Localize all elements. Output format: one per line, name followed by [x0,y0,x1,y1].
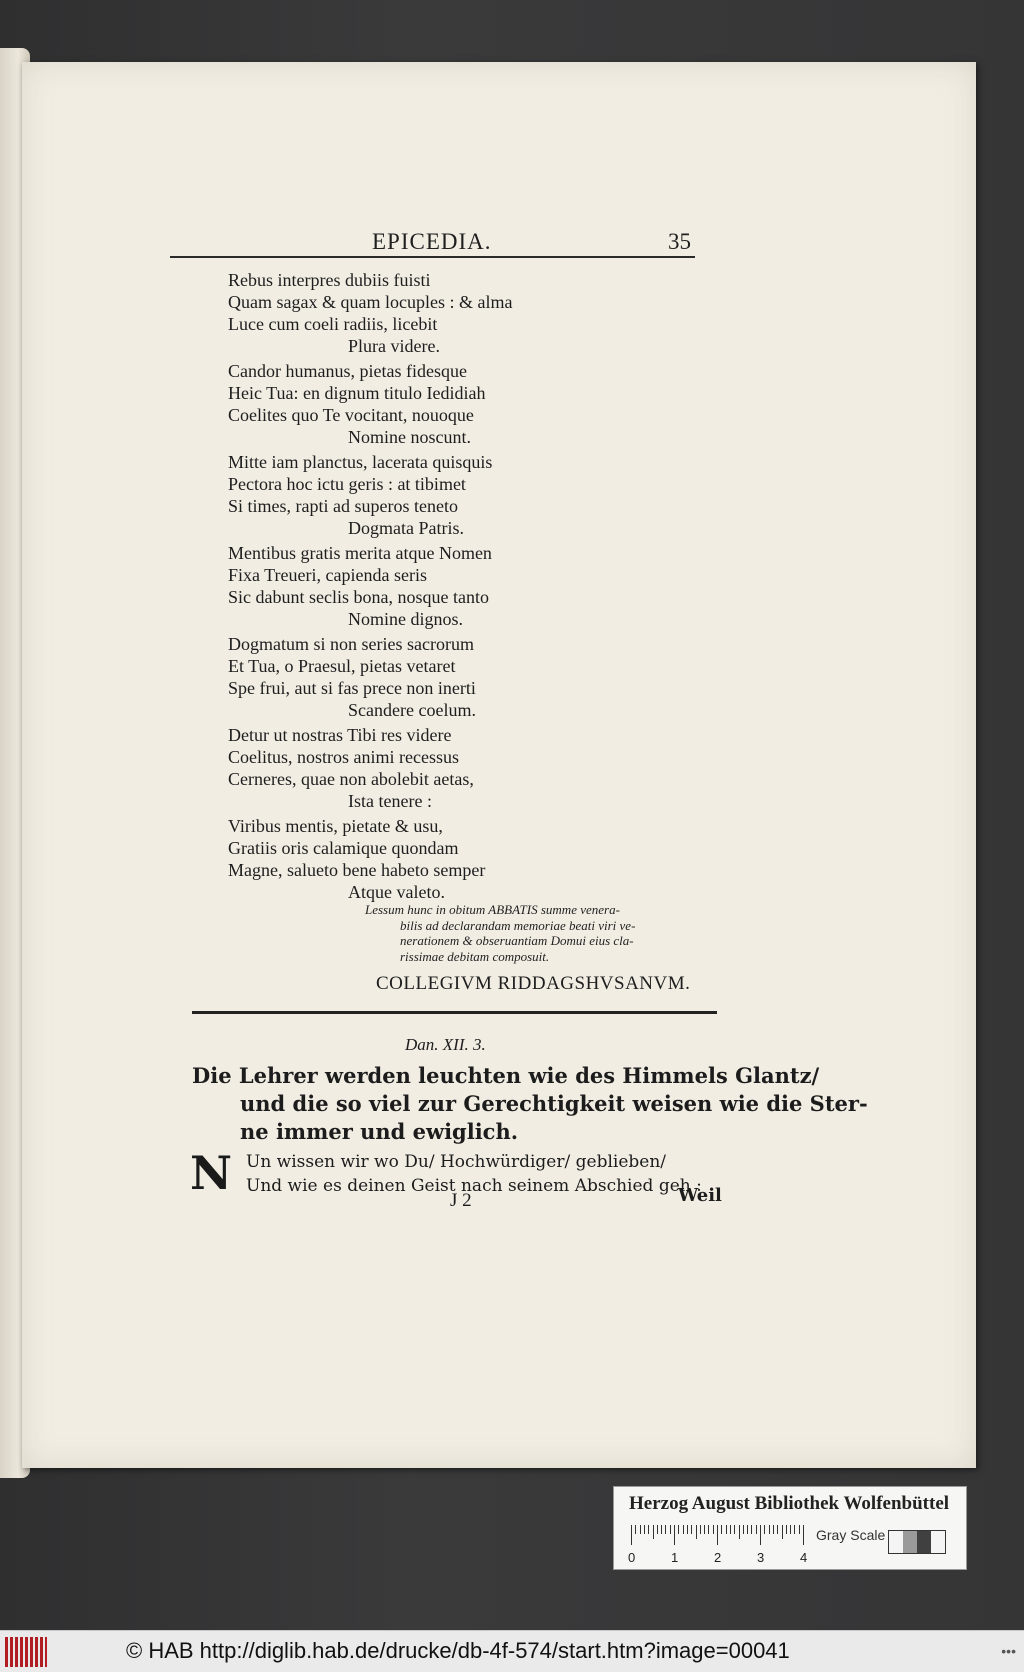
catchword: Weil [678,1185,722,1206]
ruler-tick [661,1525,662,1534]
ruler-tick [803,1525,804,1545]
running-title: EPICEDIA. [372,229,492,254]
ruler-number: 1 [671,1550,679,1565]
page-number: 35 [668,229,691,254]
ruler-tick [704,1525,705,1534]
verse-line-adonic: Ista tenere : [348,791,432,811]
ruler-tick [635,1525,636,1534]
ruler-tick [648,1525,649,1534]
verse-line-adonic: Scandere coelum. [348,700,476,720]
ruler-tick [734,1525,735,1534]
ruler-tick [631,1525,632,1545]
ruler-tick [739,1525,740,1539]
verse-line-adonic: Plura videre. [348,336,440,356]
viewer-footer [0,1630,1024,1672]
ruler-tick [665,1525,666,1534]
footer-url[interactable]: © HAB http://diglib.hab.de/drucke/db-4f-574/start.htm?image=00041 [126,1638,790,1663]
attribution-line: nerationem & obseruantiam Domui eius cla- [400,933,634,948]
verse-line: Quam sagax & quam locuples : & alma [228,292,513,312]
stanza-4 [228,542,492,630]
ruler-tick [730,1525,731,1534]
verse-line: Dogmatum si non series sacrorum [228,634,474,654]
verse-line-adonic: Atque valeto. [348,882,445,902]
verse-line: Coelites quo Te vocitant, nouoque [228,405,474,425]
gray-scale-label: Gray Scale [816,1527,886,1543]
german-poem-line: Und wie es deinen Geist nach seinem Abschied geh : [246,1176,702,1196]
verse-line: Pectora hoc ictu geris : at tibimet [228,474,466,494]
swatch [931,1531,945,1553]
collegium-signature: COLLEGIVM RIDDAGSHVSANVM. [376,973,691,994]
ruler-tick [751,1525,752,1534]
verse-line: Luce cum coeli radiis, licebit [228,314,438,334]
ruler-tick [786,1525,787,1534]
ruler-tick [743,1525,744,1534]
more-icon[interactable]: ••• [1001,1643,1016,1659]
verse-line: Et Tua, o Praesul, pietas vetaret [228,656,456,676]
ruler-number: 0 [628,1550,636,1565]
verse-line: Spe frui, aut si fas prece non inerti [228,678,476,698]
ruler-tick [696,1525,697,1539]
verse-line-adonic: Nomine noscunt. [348,427,471,447]
ruler-tick [756,1525,757,1534]
ruler-tick [640,1525,641,1534]
verse-line: Magne, salueto bene habeto semper [228,860,486,880]
header-rule [170,256,695,258]
ruler-tick [687,1525,688,1534]
ruler-tick [700,1525,701,1534]
ruler-tick [657,1525,658,1534]
ruler-tick [713,1525,714,1534]
stanza-1 [228,269,512,357]
verse-line: Heic Tua: en dignum titulo Iedidiah [228,383,486,403]
ruler-tick [670,1525,671,1534]
verse-line: Mentibus gratis merita atque Nomen [228,543,492,563]
stanza-7 [228,815,485,903]
verse-line: Fixa Treueri, capienda seris [228,565,427,585]
german-verse-line: und die so viel zur Gerechtigkeit weisen wie die Ster- [240,1091,868,1116]
stanza-6 [228,724,474,812]
stanza-5 [228,633,476,721]
ruler-tick [726,1525,727,1534]
ruler-tick [794,1525,795,1534]
ruler-tick [691,1525,692,1534]
scale-ruler [628,1525,809,1565]
verse-line: Gratiis oris calamique quondam [228,838,459,858]
gray-scale-swatches [888,1530,946,1554]
swatch [903,1531,917,1553]
hab-logo-icon [5,1637,47,1667]
ruler-number: 4 [800,1550,808,1565]
german-verse [192,1062,868,1146]
ruler-tick [760,1525,761,1545]
ruler-tick [777,1525,778,1534]
verse-line: Sic dabunt seclis bona, nosque tanto [228,587,489,607]
german-verse-line: Die Lehrer werden leuchten wie des Himmels Glantz/ [192,1063,820,1088]
ruler-number: 3 [757,1550,765,1565]
ruler-tick [782,1525,783,1539]
ruler-tick [678,1525,679,1534]
verse-line: Detur ut nostras Tibi res videre [228,725,452,745]
stanza-2 [228,360,485,448]
library-label: Herzog August Bibliothek Wolfenbüttel [629,1493,950,1514]
attribution-line: rissimae debitam composuit. [400,948,550,964]
ruler-tick [799,1525,800,1534]
ruler-tick [717,1525,718,1545]
ruler-tick [674,1525,675,1545]
ruler-number: 2 [714,1550,722,1565]
stanza-3 [228,451,492,539]
swatch [917,1531,931,1553]
drop-initial: N [190,1146,233,1200]
ruler-tick [764,1525,765,1534]
verse-line-adonic: Dogmata Patris. [348,518,464,538]
ruler-tick [708,1525,709,1534]
verse-line: Candor humanus, pietas fidesque [228,361,467,381]
ruler-tick [721,1525,722,1534]
verse-line: Mitte iam planctus, lacerata quisquis [228,452,493,472]
verse-line: Viribus mentis, pietate & usu, [228,816,443,836]
swatch [889,1531,903,1553]
attribution-line: Lessum hunc in obitum ABBATIS summe venera- [365,902,620,917]
ruler-tick [683,1525,684,1534]
verse-line: Coelitus, nostros animi recessus [228,747,459,767]
ruler-tick [644,1525,645,1534]
verse-line: Si times, rapti ad superos teneto [228,496,458,516]
ruler-tick [769,1525,770,1534]
verse-line-adonic: Nomine dignos. [348,609,463,629]
biblical-reference: Dan. XII. 3. [405,1035,486,1054]
section-rule [192,1011,717,1014]
verse-line: Rebus interpres dubiis fuisti [228,270,431,290]
attribution-line: bilis ad declarandam memoriae beati viri ve- [400,917,636,933]
signature-mark: J 2 [450,1190,472,1211]
ruler-tick [790,1525,791,1534]
archive-color-card [613,1486,967,1570]
german-poem [246,1150,702,1198]
german-poem-line: Un wissen wir wo Du/ Hochwürdiger/ geblieben/ [246,1152,667,1172]
verse-line: Cerneres, quae non abolebit aetas, [228,769,474,789]
ruler-tick [773,1525,774,1534]
ruler-tick [653,1525,654,1539]
ruler-tick [747,1525,748,1534]
attribution-note [365,902,705,964]
german-verse-line: ne immer und ewiglich. [240,1119,519,1144]
